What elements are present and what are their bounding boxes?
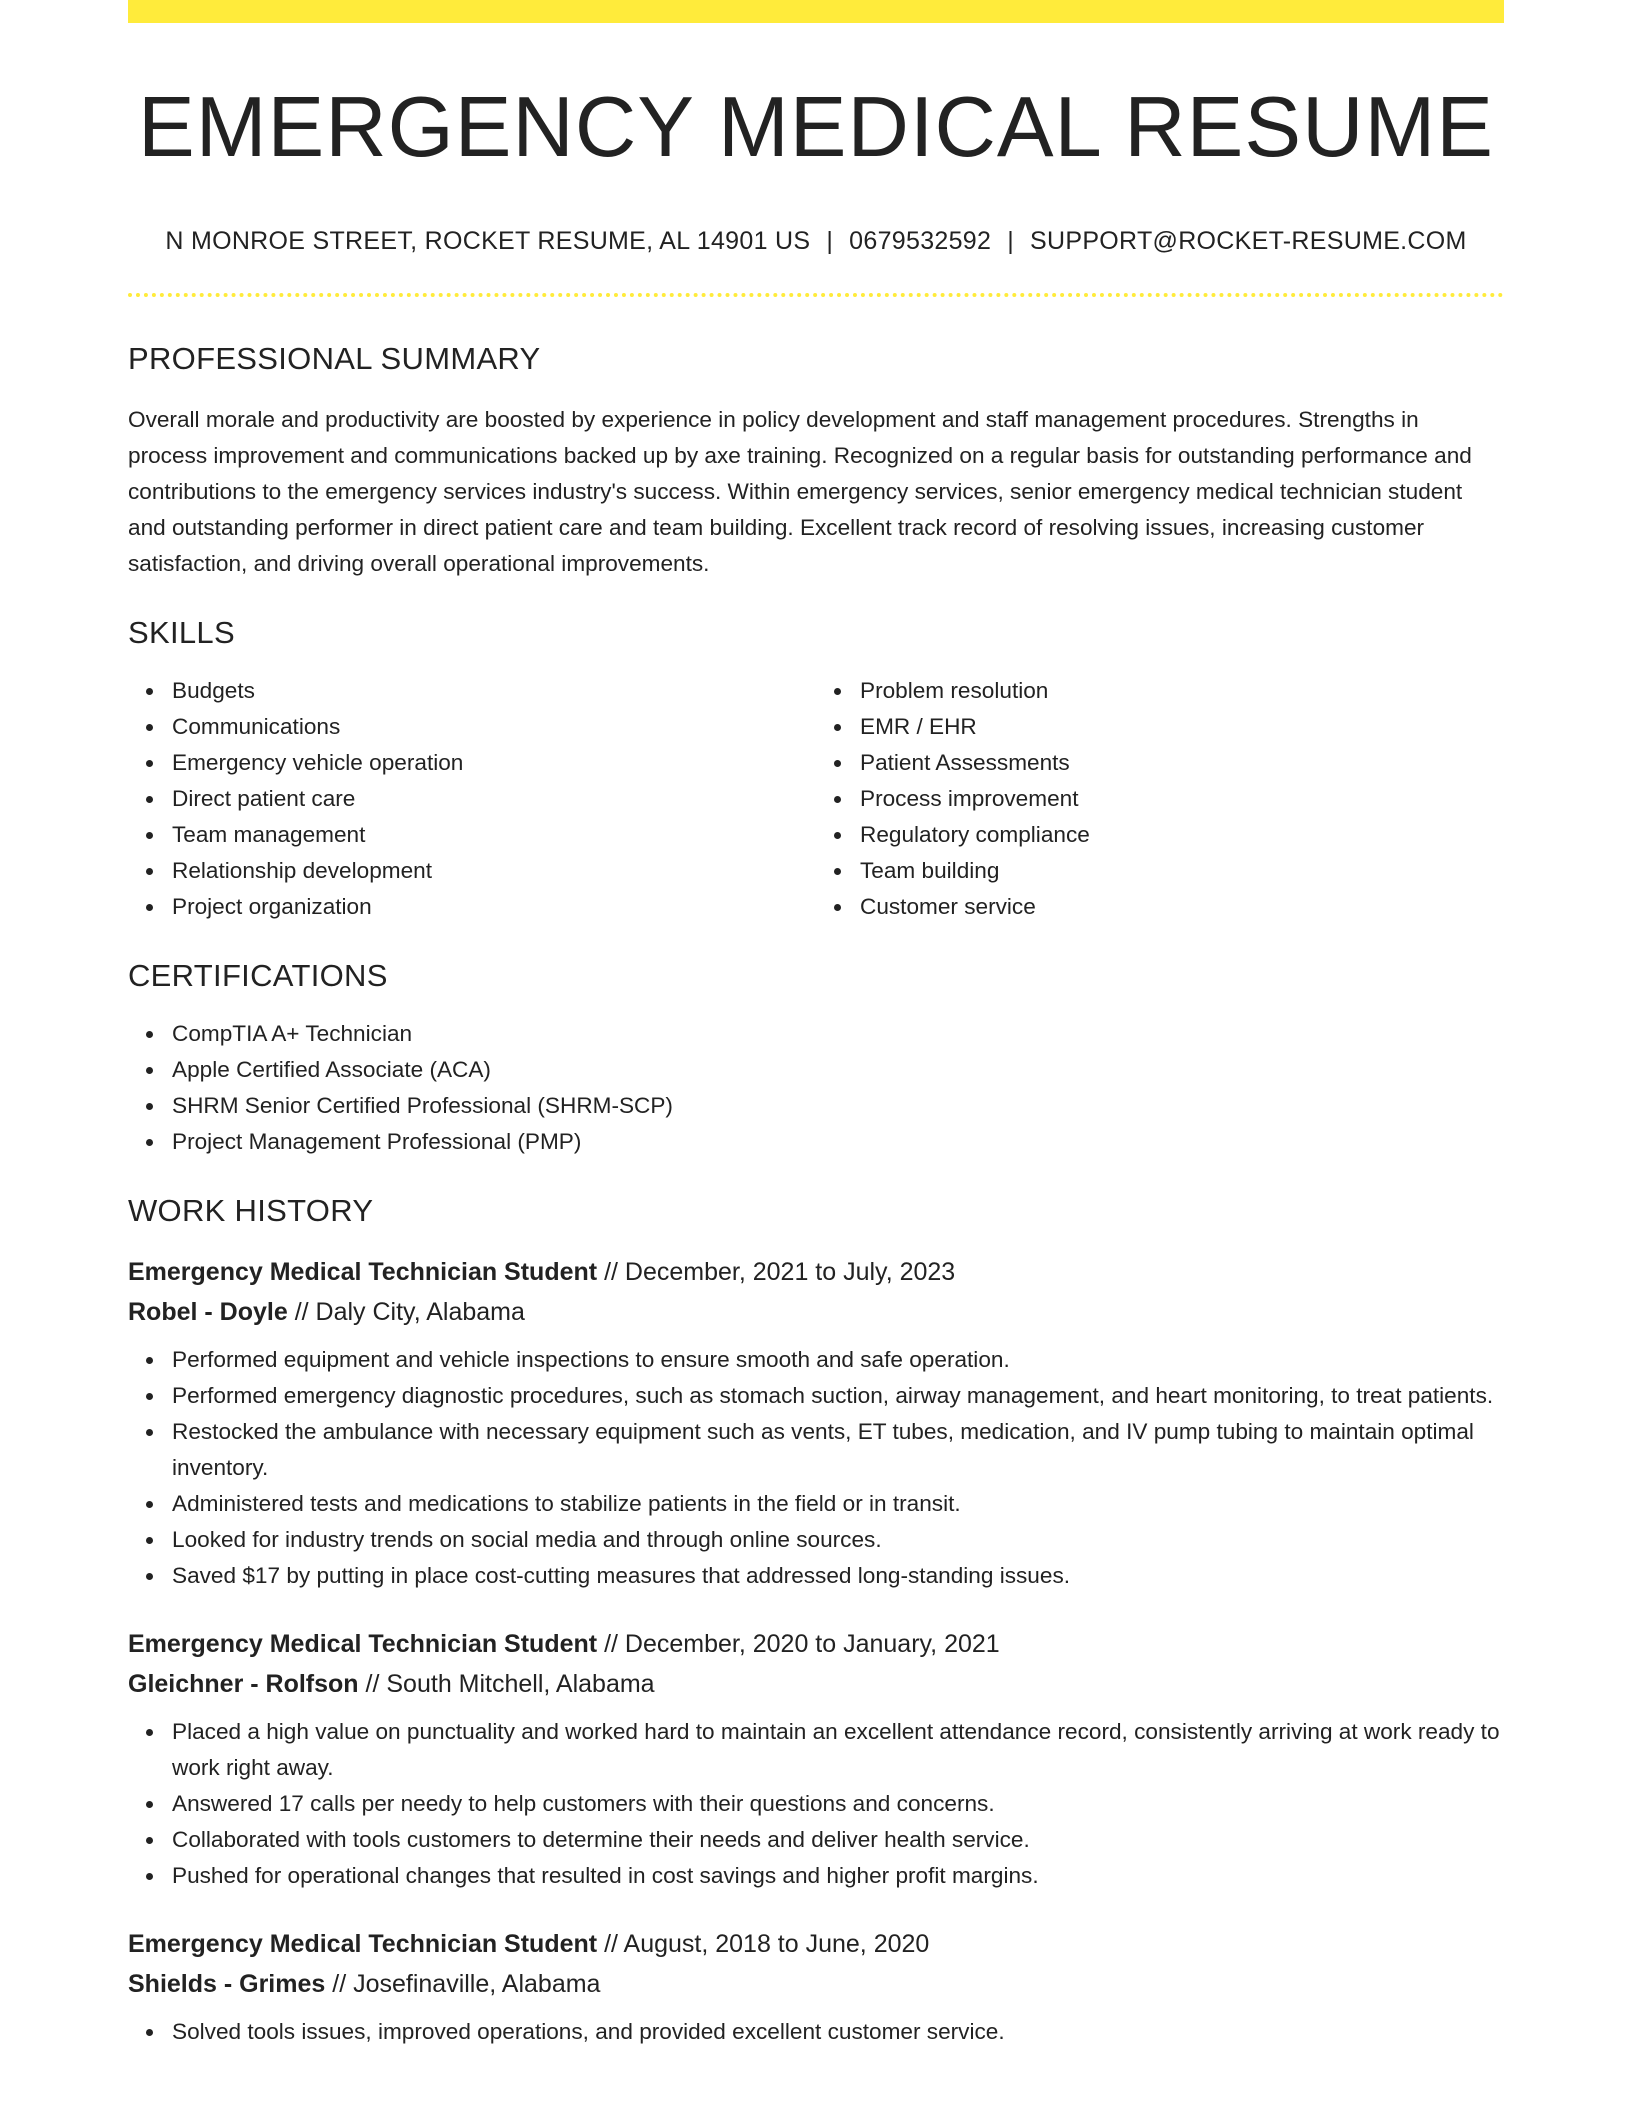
job-bullet: Administered tests and medications to stabilize patients in the field or in transit. <box>172 1486 1504 1522</box>
skill-item: Emergency vehicle operation <box>172 745 816 781</box>
job-location: // Josefinaville, Alabama <box>332 1969 601 1998</box>
job-title: Emergency Medical Technician Student <box>128 1629 598 1658</box>
job-bullets <box>128 1714 1504 1894</box>
job-dates: // December, 2020 to January, 2021 <box>604 1629 1000 1658</box>
skill-item: Team building <box>860 853 1504 889</box>
skill-item: Relationship development <box>172 853 816 889</box>
skill-item: Regulatory compliance <box>860 817 1504 853</box>
job-entry <box>128 1924 1504 2050</box>
job-bullet: Answered 17 calls per needy to help customers with their questions and concerns. <box>172 1786 1504 1822</box>
skill-item: Direct patient care <box>172 781 816 817</box>
certification-item: Project Management Professional (PMP) <box>172 1124 1504 1160</box>
job-bullet: Pushed for operational changes that resulted in cost savings and higher profit margins. <box>172 1858 1504 1894</box>
skills-heading: SKILLS <box>128 614 235 650</box>
job-bullet: Collaborated with tools customers to determine their needs and deliver health service. <box>172 1822 1504 1858</box>
job-bullet: Solved tools issues, improved operations, and provided excellent customer service. <box>172 2014 1504 2050</box>
certification-item: Apple Certified Associate (ACA) <box>172 1052 1504 1088</box>
certification-item: CompTIA A+ Technician <box>172 1016 1504 1052</box>
job-company-line <box>128 1664 1504 1704</box>
job-title-line <box>128 1252 1504 1292</box>
skill-item: Budgets <box>172 673 816 709</box>
contact-address: N MONROE STREET, ROCKET RESUME, AL 14901 US <box>165 226 811 255</box>
job-location: // Daly City, Alabama <box>294 1297 525 1326</box>
job-bullet: Performed emergency diagnostic procedures, such as stomach suction, airway management, and heart monitoring, to treat patients. <box>172 1378 1504 1414</box>
skill-item: Project organization <box>172 889 816 925</box>
job-bullet: Performed equipment and vehicle inspections to ensure smooth and safe operation. <box>172 1342 1504 1378</box>
job-entry <box>128 1252 1504 1594</box>
certifications-heading: CERTIFICATIONS <box>128 957 388 993</box>
top-accent-bar <box>128 0 1504 23</box>
resume-title: EMERGENCY MEDICAL RESUME <box>138 80 1494 175</box>
job-title: Emergency Medical Technician Student <box>128 1257 598 1286</box>
job-company: Robel - Doyle <box>128 1297 288 1326</box>
contact-email[interactable]: SUPPORT@ROCKET-RESUME.COM <box>1030 226 1467 255</box>
job-dates: // December, 2021 to July, 2023 <box>604 1257 956 1286</box>
job-title-line <box>128 1924 1504 1964</box>
summary-heading: PROFESSIONAL SUMMARY <box>128 340 541 376</box>
contact-separator: | <box>1007 226 1015 255</box>
job-bullets <box>128 1342 1504 1594</box>
skill-item: Customer service <box>860 889 1504 925</box>
job-dates: // August, 2018 to June, 2020 <box>604 1929 930 1958</box>
job-entry <box>128 1624 1504 1894</box>
job-title-line <box>128 1624 1504 1664</box>
work-history-heading: WORK HISTORY <box>128 1192 374 1228</box>
skill-item: Problem resolution <box>860 673 1504 709</box>
job-bullet: Placed a high value on punctuality and worked hard to maintain an excellent attendance record, consistently arriving at work ready to work right away. <box>172 1714 1504 1786</box>
summary-text: Overall morale and productivity are boosted by experience in policy development and staff management procedures. Strengths in process improvement and communications backed up by axe training. Recognized on a regular basis for outstanding performance and contributions to the emergency services industry's success. Within emergency services, senior emergency medical technician student and outstanding performer in direct patient care and team building. Excellent track record of resolving issues, increasing customer satisfaction, and driving overall operational improvements. <box>128 406 1472 576</box>
skill-item: Team management <box>172 817 816 853</box>
certifications-list <box>128 1016 1504 1160</box>
resume-page <box>128 0 1504 2050</box>
job-company-line <box>128 1292 1504 1332</box>
contact-phone: 0679532592 <box>849 226 992 255</box>
job-title: Emergency Medical Technician Student <box>128 1929 598 1958</box>
skills-column-right <box>816 673 1504 925</box>
job-bullet: Saved $17 by putting in place cost-cutting measures that addressed long-standing issues. <box>172 1558 1504 1594</box>
job-bullets <box>128 2014 1504 2050</box>
skills-list <box>128 673 1504 925</box>
contact-line <box>128 227 1504 256</box>
job-bullet: Restocked the ambulance with necessary equipment such as vents, ET tubes, medication, and IV pump tubing to maintain optimal inventory. <box>172 1414 1504 1486</box>
skill-item: EMR / EHR <box>860 709 1504 745</box>
skill-item: Communications <box>172 709 816 745</box>
job-location: // South Mitchell, Alabama <box>365 1669 655 1698</box>
certification-item: SHRM Senior Certified Professional (SHRM-SCP) <box>172 1088 1504 1124</box>
skills-column-left <box>128 673 816 925</box>
job-company: Shields - Grimes <box>128 1969 326 1998</box>
job-company-line <box>128 1964 1504 2004</box>
skill-item: Process improvement <box>860 781 1504 817</box>
dotted-divider <box>128 293 1504 297</box>
contact-separator: | <box>826 226 834 255</box>
job-bullet: Looked for industry trends on social media and through online sources. <box>172 1522 1504 1558</box>
job-company: Gleichner - Rolfson <box>128 1669 359 1698</box>
skill-item: Patient Assessments <box>860 745 1504 781</box>
